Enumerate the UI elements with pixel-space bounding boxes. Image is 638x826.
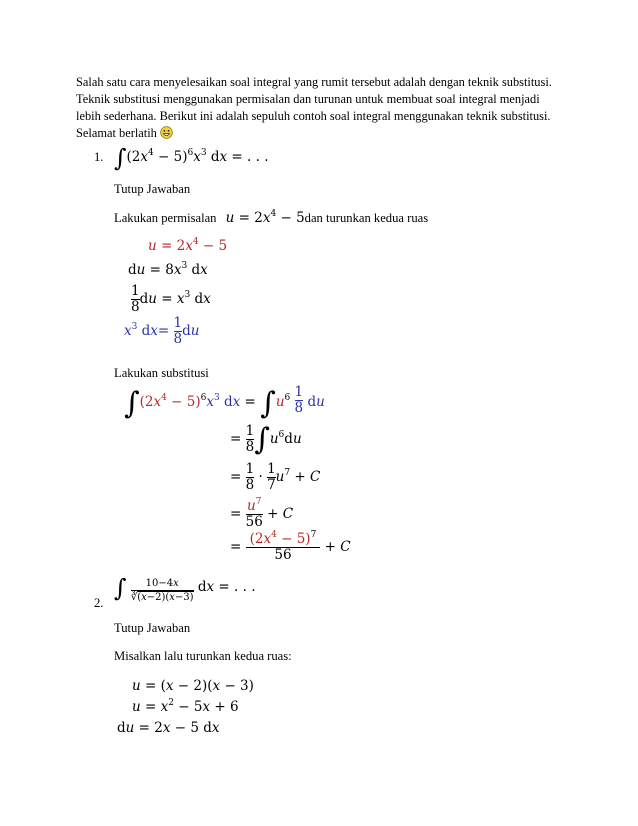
problem-number: 2. [94,596,104,610]
problem-2-statement: ∫ $\frac{10-4x}{∛(x-2)(x-3)}$ dx = . . . [114,574,256,603]
equation-du-2: du = 2x − 5 dx [117,720,220,736]
equation-x3dx: $x^3$ dx= $\frac{1}{8}$ du [124,315,200,347]
step-label: Misalkan lalu turunkan kedua ruas: [114,649,292,663]
toggle-answer-button[interactable]: Tutup Jawaban [114,182,191,196]
step-label: dan turunkan kedua ruas [304,211,429,225]
equation-u: $u = 2x^4 - 5$ [148,237,228,254]
intro-closing [76,125,562,142]
substitution-line-5: = $\frac{(2x^4 - 5)^7}{56}$ + C [230,530,351,563]
substitution-line-1: $\int(2x^4 - 5)^6x^3$ dx = $\int u^6$ $\frac{1}{8}$ du [124,384,325,421]
equation-du: du = $8x^3$ dx [128,261,208,278]
equation-eighth-du: $\frac{1}{8}$ du = $x^3$ dx [131,283,211,315]
problem-1-statement: $\int(2x^4 - 5)^6x^3$ dx = . . . [114,144,269,172]
equation-u-product: u = (x − 2)(x − 3) [132,678,254,694]
intro-line: Salah satu cara menyelesaikan soal integral yang rumit tersebut adalah dengan teknik substitusi. [76,75,552,89]
equation-u-expanded: $u = x^2 - 5x + 6$ [132,698,239,715]
intro-line: Teknik substitusi menggunakan permisalan dan turunan untuk membuat soal integral menjadi [76,92,540,106]
step-label: Lakukan permisalan [114,211,217,225]
intro-paragraph [76,74,562,142]
problem-number: 1. [94,150,104,164]
intro-line: Selamat berlatih [76,126,157,140]
substitution-line-4: = $\frac{u^7}{56}$ + C [230,497,294,530]
step-text: Lakukan permisalan $u = 2x^4 - 5dan$ turunkan kedua ruas [114,209,429,226]
smiley-icon [160,126,173,139]
step-label: Lakukan substitusi [114,366,209,380]
toggle-answer-button[interactable]: Tutup Jawaban [114,621,191,635]
substitution-line-2: = $\frac{1}{8}$ $\int u^6du$ [230,422,302,457]
substitution-line-3: = $\frac{1}{8}$ · $\frac{1}{7}$ $u^7 + C$ [230,461,321,493]
intro-line: lebih sederhana. Berikut ini adalah sepuluh contoh soal integral menggunakan teknik substitusi. [76,109,551,123]
